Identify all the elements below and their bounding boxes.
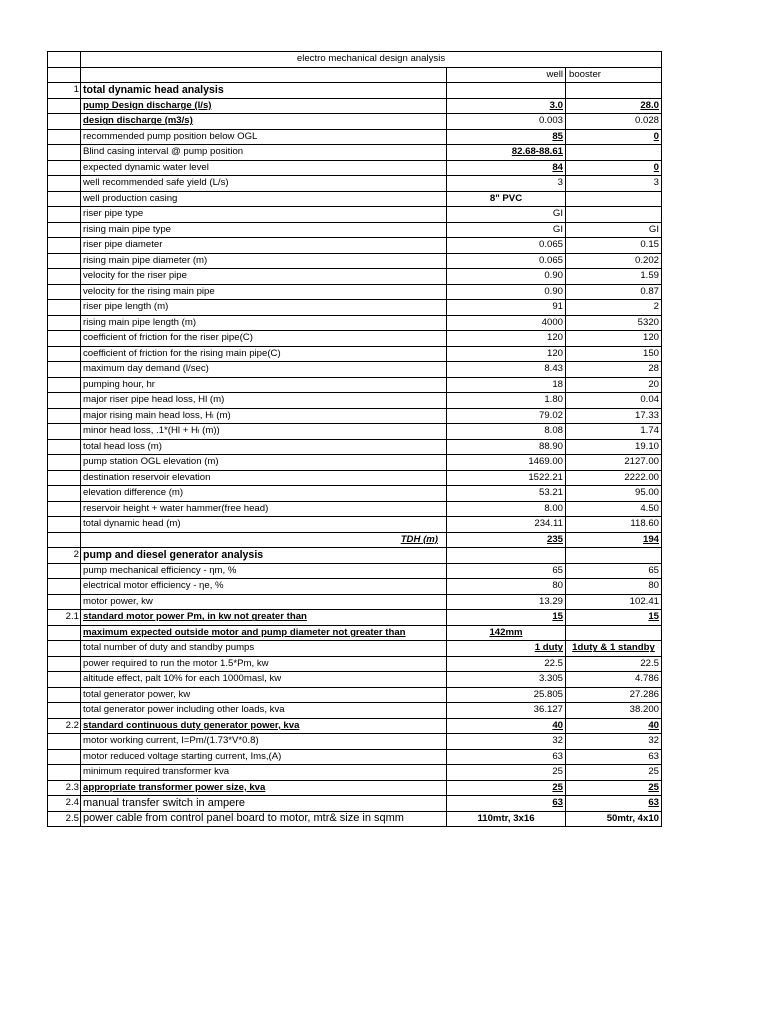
row-value-well: 1522.21 xyxy=(447,470,566,486)
row-value-booster: 65 xyxy=(566,563,662,579)
table-row xyxy=(48,780,662,796)
table-row xyxy=(48,672,662,688)
row-label: rising main pipe type xyxy=(81,222,447,238)
row-value-booster: 0 xyxy=(566,160,662,176)
row-value-booster: 0.87 xyxy=(566,284,662,300)
row-index xyxy=(48,579,81,595)
row-index xyxy=(48,672,81,688)
row-value-booster xyxy=(566,207,662,223)
row-label: reservoir height + water hammer(free head) xyxy=(81,501,447,517)
row-value-booster: 4.786 xyxy=(566,672,662,688)
row-value-booster: 95.00 xyxy=(566,486,662,502)
row-value-well: 8" PVC xyxy=(447,191,566,207)
row-value-well: 1.80 xyxy=(447,393,566,409)
row-value-well: 0.065 xyxy=(447,253,566,269)
row-label: motor reduced voltage starting current, Ims,(A) xyxy=(81,749,447,765)
row-value-booster: 2 xyxy=(566,300,662,316)
table-row xyxy=(48,269,662,285)
row-index xyxy=(48,749,81,765)
row-value-booster: 4.50 xyxy=(566,501,662,517)
row-index xyxy=(48,501,81,517)
row-value-booster xyxy=(566,548,662,564)
table-row xyxy=(48,749,662,765)
row-value-well: 1469.00 xyxy=(447,455,566,471)
row-value-well: GI xyxy=(447,207,566,223)
table-row xyxy=(48,377,662,393)
table-row xyxy=(48,98,662,114)
row-label: motor power, kw xyxy=(81,594,447,610)
row-value-booster: 0.04 xyxy=(566,393,662,409)
row-value-booster: 5320 xyxy=(566,315,662,331)
row-label: TDH (m) xyxy=(81,532,447,548)
row-value-well: 3.305 xyxy=(447,672,566,688)
row-index xyxy=(48,703,81,719)
table-row xyxy=(48,393,662,409)
row-value-well: 8.00 xyxy=(447,501,566,517)
sheet-title: electro mechanical design analysis xyxy=(81,52,662,68)
row-label: design discharge (m3/s) xyxy=(81,114,447,130)
row-value-booster: 15 xyxy=(566,610,662,626)
row-value-booster: 25 xyxy=(566,765,662,781)
row-value-booster xyxy=(566,145,662,161)
row-value-booster: 102.41 xyxy=(566,594,662,610)
row-index: 2.3 xyxy=(48,780,81,796)
row-value-booster: 22.5 xyxy=(566,656,662,672)
row-value-well: 53.21 xyxy=(447,486,566,502)
table-row xyxy=(48,656,662,672)
row-label: expected dynamic water level xyxy=(81,160,447,176)
row-label: total generator power including other loads, kva xyxy=(81,703,447,719)
table-row xyxy=(48,703,662,719)
table-row xyxy=(48,160,662,176)
row-value-well: 79.02 xyxy=(447,408,566,424)
row-index: 2.4 xyxy=(48,796,81,812)
column-header-booster: booster xyxy=(566,67,662,83)
row-value-well: 63 xyxy=(447,796,566,812)
row-value-well: 1 duty xyxy=(447,641,566,657)
row-value-well: 80 xyxy=(447,579,566,595)
row-value-well: 65 xyxy=(447,563,566,579)
row-index: 2 xyxy=(48,548,81,564)
row-label: electrical motor efficiency - ηe, % xyxy=(81,579,447,595)
row-label: pump and diesel generator analysis xyxy=(81,548,447,564)
table-row xyxy=(48,331,662,347)
row-index xyxy=(48,176,81,192)
row-value-booster xyxy=(566,191,662,207)
table-row xyxy=(48,253,662,269)
table-row xyxy=(48,470,662,486)
row-label: coefficient of friction for the rising main pipe(C) xyxy=(81,346,447,362)
row-value-well: 0.065 xyxy=(447,238,566,254)
row-value-well: 25 xyxy=(447,780,566,796)
table-row xyxy=(48,734,662,750)
row-value-booster xyxy=(566,83,662,99)
row-index xyxy=(48,517,81,533)
row-value-well: 3.0 xyxy=(447,98,566,114)
row-value-booster: 3 xyxy=(566,176,662,192)
row-value-well: 4000 xyxy=(447,315,566,331)
row-label: minimum required transformer kva xyxy=(81,765,447,781)
row-value-well: 8.43 xyxy=(447,362,566,378)
row-label: total head loss (m) xyxy=(81,439,447,455)
row-value-well: 13.29 xyxy=(447,594,566,610)
table-row xyxy=(48,207,662,223)
row-value-well: 120 xyxy=(447,331,566,347)
row-label: velocity for the rising main pipe xyxy=(81,284,447,300)
row-label: major riser pipe head loss, Hl (m) xyxy=(81,393,447,409)
row-label: total number of duty and standby pumps xyxy=(81,641,447,657)
row-value-well: 63 xyxy=(447,749,566,765)
table-row xyxy=(48,300,662,316)
row-index xyxy=(48,424,81,440)
row-index xyxy=(48,439,81,455)
table-row xyxy=(48,439,662,455)
row-index xyxy=(48,269,81,285)
row-value-well: 84 xyxy=(447,160,566,176)
row-label: pump Design discharge (l/s) xyxy=(81,98,447,114)
row-label: total dynamic head analysis xyxy=(81,83,447,99)
row-value-booster: 80 xyxy=(566,579,662,595)
row-index xyxy=(48,145,81,161)
table-row xyxy=(48,315,662,331)
row-index xyxy=(48,734,81,750)
row-value-booster: 0 xyxy=(566,129,662,145)
row-index xyxy=(48,377,81,393)
title-row xyxy=(48,52,662,68)
table-row xyxy=(48,362,662,378)
row-value-booster xyxy=(566,625,662,641)
table-row xyxy=(48,532,662,548)
row-value-booster: 17.33 xyxy=(566,408,662,424)
row-index: 1 xyxy=(48,83,81,99)
table-row xyxy=(48,238,662,254)
table-row xyxy=(48,222,662,238)
row-value-well: 82.68-88.61 xyxy=(447,145,566,161)
row-index xyxy=(48,238,81,254)
row-label: riser pipe type xyxy=(81,207,447,223)
table-row xyxy=(48,517,662,533)
row-label: riser pipe diameter xyxy=(81,238,447,254)
row-index xyxy=(48,641,81,657)
table-row xyxy=(48,176,662,192)
row-value-booster: 28 xyxy=(566,362,662,378)
row-label: Blind casing interval @ pump position xyxy=(81,145,447,161)
row-index xyxy=(48,129,81,145)
column-header-well: well xyxy=(447,67,566,83)
row-value-booster: 0.15 xyxy=(566,238,662,254)
table-row xyxy=(48,765,662,781)
row-label: total generator power, kw xyxy=(81,687,447,703)
row-value-well xyxy=(447,548,566,564)
row-value-well: 120 xyxy=(447,346,566,362)
table-row xyxy=(48,114,662,130)
row-value-well: 88.90 xyxy=(447,439,566,455)
row-label: total dynamic head (m) xyxy=(81,517,447,533)
row-index xyxy=(48,331,81,347)
row-label: appropriate transformer power size, kva xyxy=(81,780,447,796)
table-row xyxy=(48,594,662,610)
row-label: well production casing xyxy=(81,191,447,207)
row-value-well: 36.127 xyxy=(447,703,566,719)
row-label: rising main pipe diameter (m) xyxy=(81,253,447,269)
row-label: manual transfer switch in ampere xyxy=(81,796,447,812)
row-index xyxy=(48,98,81,114)
row-value-booster: 2222.00 xyxy=(566,470,662,486)
row-value-well: 91 xyxy=(447,300,566,316)
row-value-well: 110mtr, 3x16 xyxy=(447,811,566,827)
row-value-booster: 28.0 xyxy=(566,98,662,114)
row-index xyxy=(48,362,81,378)
row-index xyxy=(48,656,81,672)
row-index: 2.5 xyxy=(48,811,81,827)
row-value-booster: 150 xyxy=(566,346,662,362)
row-label: standard motor power Pm, in kw not greater than xyxy=(81,610,447,626)
row-index xyxy=(48,470,81,486)
table-row xyxy=(48,424,662,440)
row-value-well: 142mm xyxy=(447,625,566,641)
row-value-well: GI xyxy=(447,222,566,238)
row-label: pump mechanical efficiency - ηm, % xyxy=(81,563,447,579)
row-index: 2.1 xyxy=(48,610,81,626)
row-value-booster: 1duty & 1 standby xyxy=(566,641,662,657)
row-value-well: 0.003 xyxy=(447,114,566,130)
row-value-booster: 19.10 xyxy=(566,439,662,455)
row-value-well: 234.11 xyxy=(447,517,566,533)
row-label: recommended pump position below OGL xyxy=(81,129,447,145)
row-value-booster: 63 xyxy=(566,796,662,812)
row-value-booster: 1.59 xyxy=(566,269,662,285)
table-row xyxy=(48,625,662,641)
table-row xyxy=(48,346,662,362)
row-value-well: 25 xyxy=(447,765,566,781)
row-label: well recommended safe yield (L/s) xyxy=(81,176,447,192)
row-label: power cable from control panel board to motor, mtr& size in sqmm xyxy=(81,811,447,827)
row-index: 2.2 xyxy=(48,718,81,734)
row-label: riser pipe length (m) xyxy=(81,300,447,316)
row-value-booster: 63 xyxy=(566,749,662,765)
row-index xyxy=(48,594,81,610)
row-index xyxy=(48,253,81,269)
row-index xyxy=(48,160,81,176)
row-index xyxy=(48,300,81,316)
row-label: maximum expected outside motor and pump diameter not greater than xyxy=(81,625,447,641)
table-row xyxy=(48,563,662,579)
row-index xyxy=(48,687,81,703)
row-label: elevation difference (m) xyxy=(81,486,447,502)
row-label: maximum day demand (l/sec) xyxy=(81,362,447,378)
row-value-booster: 25 xyxy=(566,780,662,796)
row-value-booster: 20 xyxy=(566,377,662,393)
row-value-booster: 50mtr, 4x10 xyxy=(566,811,662,827)
table-row xyxy=(48,501,662,517)
row-value-booster: 1.74 xyxy=(566,424,662,440)
row-value-well: 22.5 xyxy=(447,656,566,672)
row-label: rising main pipe length (m) xyxy=(81,315,447,331)
table-row xyxy=(48,486,662,502)
row-index xyxy=(48,346,81,362)
row-value-booster: 194 xyxy=(566,532,662,548)
row-value-well: 18 xyxy=(447,377,566,393)
sheet-body xyxy=(48,52,662,827)
row-value-booster: 0.028 xyxy=(566,114,662,130)
row-label: minor head loss, .1*(Hl + Hₗ (m)) xyxy=(81,424,447,440)
row-index xyxy=(48,393,81,409)
row-index xyxy=(48,284,81,300)
row-value-booster: 2127.00 xyxy=(566,455,662,471)
column-header-row xyxy=(48,67,662,83)
row-index xyxy=(48,765,81,781)
table-row xyxy=(48,610,662,626)
row-value-booster: 27.286 xyxy=(566,687,662,703)
row-label: coefficient of friction for the riser pipe(C) xyxy=(81,331,447,347)
row-value-well: 0.90 xyxy=(447,284,566,300)
table-row xyxy=(48,579,662,595)
row-value-booster: 118.60 xyxy=(566,517,662,533)
row-index xyxy=(48,563,81,579)
design-analysis-sheet xyxy=(47,51,662,827)
table-row xyxy=(48,191,662,207)
row-label: velocity for the riser pipe xyxy=(81,269,447,285)
row-index xyxy=(48,625,81,641)
table-row xyxy=(48,796,662,812)
row-label: power required to run the motor 1.5*Pm, kw xyxy=(81,656,447,672)
row-index xyxy=(48,114,81,130)
row-label: pumping hour, hr xyxy=(81,377,447,393)
row-value-booster: 38.200 xyxy=(566,703,662,719)
row-value-well: 8.08 xyxy=(447,424,566,440)
row-value-well: 235 xyxy=(447,532,566,548)
row-index xyxy=(48,532,81,548)
header-label-cell xyxy=(81,67,447,83)
row-value-well: 25.805 xyxy=(447,687,566,703)
table-row xyxy=(48,129,662,145)
row-value-well: 0.90 xyxy=(447,269,566,285)
row-value-well: 3 xyxy=(447,176,566,192)
row-label: standard continuous duty generator power, kva xyxy=(81,718,447,734)
row-index xyxy=(48,486,81,502)
table-row xyxy=(48,641,662,657)
row-label: destination reservoir elevation xyxy=(81,470,447,486)
row-index xyxy=(48,408,81,424)
row-index xyxy=(48,222,81,238)
row-label: altitude effect, palt 10% for each 1000masl, kw xyxy=(81,672,447,688)
table-row xyxy=(48,548,662,564)
row-value-well: 32 xyxy=(447,734,566,750)
table-row xyxy=(48,284,662,300)
row-index xyxy=(48,455,81,471)
row-value-well xyxy=(447,83,566,99)
row-value-booster: 0.202 xyxy=(566,253,662,269)
row-label: motor working current, I=Pm/(1.73*V*0.8) xyxy=(81,734,447,750)
row-value-well: 40 xyxy=(447,718,566,734)
row-value-booster: 40 xyxy=(566,718,662,734)
table-row xyxy=(48,145,662,161)
row-index xyxy=(48,191,81,207)
row-index xyxy=(48,207,81,223)
title-index-cell xyxy=(48,52,81,68)
table-row xyxy=(48,687,662,703)
table-row xyxy=(48,811,662,827)
row-index xyxy=(48,315,81,331)
row-value-well: 15 xyxy=(447,610,566,626)
header-index-cell xyxy=(48,67,81,83)
row-label: major rising main head loss, Hₗ (m) xyxy=(81,408,447,424)
table-row xyxy=(48,455,662,471)
table-row xyxy=(48,408,662,424)
table-row xyxy=(48,83,662,99)
row-label: pump station OGL elevation (m) xyxy=(81,455,447,471)
table-row xyxy=(48,718,662,734)
row-value-booster: 32 xyxy=(566,734,662,750)
row-value-booster: 120 xyxy=(566,331,662,347)
row-value-booster: GI xyxy=(566,222,662,238)
row-value-well: 85 xyxy=(447,129,566,145)
